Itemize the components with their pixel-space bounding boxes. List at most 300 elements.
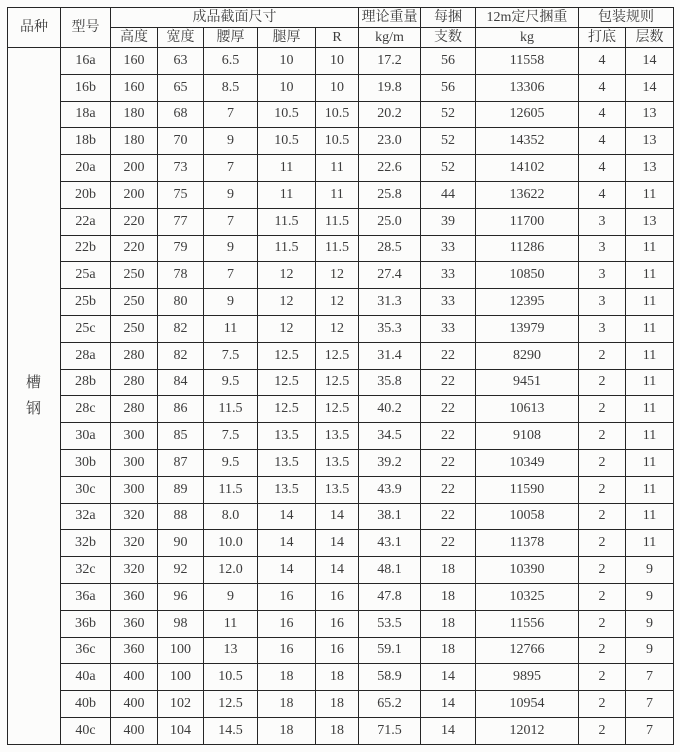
- header-waist-thickness: 腰厚: [204, 28, 258, 48]
- bottom-count-cell: 2: [579, 557, 626, 584]
- width-cell: 82: [158, 342, 204, 369]
- height-cell: 280: [111, 369, 158, 396]
- kg-per-m-cell: 17.2: [359, 48, 421, 75]
- pieces-cell: 52: [421, 128, 476, 155]
- bundle-kg-cell: 9451: [476, 369, 579, 396]
- layer-count-cell: 9: [626, 610, 674, 637]
- layer-count-cell: 9: [626, 583, 674, 610]
- radius-cell: 12.5: [316, 342, 359, 369]
- waist-thickness-cell: 11: [204, 315, 258, 342]
- layer-count-cell: 11: [626, 315, 674, 342]
- waist-thickness-cell: 7: [204, 262, 258, 289]
- leg-thickness-cell: 11.5: [258, 235, 316, 262]
- waist-thickness-cell: 9: [204, 181, 258, 208]
- layer-count-cell: 14: [626, 74, 674, 101]
- model-cell: 16b: [61, 74, 111, 101]
- kg-per-m-cell: 20.2: [359, 101, 421, 128]
- leg-thickness-cell: 13.5: [258, 449, 316, 476]
- bottom-count-cell: 2: [579, 637, 626, 664]
- table-row: [8, 74, 674, 101]
- height-cell: 180: [111, 128, 158, 155]
- table-row: [8, 717, 674, 744]
- leg-thickness-cell: 18: [258, 691, 316, 718]
- waist-thickness-cell: 13: [204, 637, 258, 664]
- bundle-kg-cell: 12605: [476, 101, 579, 128]
- waist-thickness-cell: 7.5: [204, 342, 258, 369]
- bundle-kg-cell: 10058: [476, 503, 579, 530]
- waist-thickness-cell: 9: [204, 289, 258, 316]
- bottom-count-cell: 2: [579, 449, 626, 476]
- header-kg-per-m: kg/m: [359, 28, 421, 48]
- waist-thickness-cell: 9.5: [204, 369, 258, 396]
- radius-cell: 10.5: [316, 101, 359, 128]
- bundle-kg-cell: 14102: [476, 155, 579, 182]
- header-per-bundle: 每捆: [421, 8, 476, 28]
- waist-thickness-cell: 12.0: [204, 557, 258, 584]
- header-theoretical-weight: 理论重量: [359, 8, 421, 28]
- table-row: [8, 208, 674, 235]
- kg-per-m-cell: 35.3: [359, 315, 421, 342]
- waist-thickness-cell: 8.5: [204, 74, 258, 101]
- header-bundle-weight: 12m定尺捆重: [476, 8, 579, 28]
- leg-thickness-cell: 12: [258, 262, 316, 289]
- height-cell: 220: [111, 208, 158, 235]
- width-cell: 100: [158, 664, 204, 691]
- radius-cell: 12: [316, 315, 359, 342]
- leg-thickness-cell: 12.5: [258, 396, 316, 423]
- width-cell: 104: [158, 717, 204, 744]
- model-cell: 25b: [61, 289, 111, 316]
- table-row: [8, 396, 674, 423]
- waist-thickness-cell: 10.5: [204, 664, 258, 691]
- model-cell: 32a: [61, 503, 111, 530]
- pieces-cell: 18: [421, 637, 476, 664]
- waist-thickness-cell: 11.5: [204, 396, 258, 423]
- bottom-count-cell: 4: [579, 101, 626, 128]
- bundle-kg-cell: 11378: [476, 530, 579, 557]
- waist-thickness-cell: 7.5: [204, 423, 258, 450]
- radius-cell: 12: [316, 262, 359, 289]
- height-cell: 200: [111, 181, 158, 208]
- bottom-count-cell: 3: [579, 208, 626, 235]
- height-cell: 300: [111, 476, 158, 503]
- table-row: [8, 48, 674, 75]
- width-cell: 70: [158, 128, 204, 155]
- width-cell: 77: [158, 208, 204, 235]
- height-cell: 160: [111, 74, 158, 101]
- header-category: 品种: [8, 8, 61, 48]
- pieces-cell: 33: [421, 262, 476, 289]
- width-cell: 87: [158, 449, 204, 476]
- waist-thickness-cell: 6.5: [204, 48, 258, 75]
- leg-thickness-cell: 10: [258, 48, 316, 75]
- waist-thickness-cell: 10.0: [204, 530, 258, 557]
- height-cell: 300: [111, 449, 158, 476]
- table-header: [8, 8, 674, 48]
- height-cell: 320: [111, 503, 158, 530]
- pieces-cell: 33: [421, 315, 476, 342]
- header-section-group: 成品截面尺寸: [111, 8, 359, 28]
- width-cell: 98: [158, 610, 204, 637]
- table-row: [8, 476, 674, 503]
- bottom-count-cell: 4: [579, 155, 626, 182]
- layer-count-cell: 11: [626, 423, 674, 450]
- model-cell: 32c: [61, 557, 111, 584]
- table-row: [8, 449, 674, 476]
- width-cell: 63: [158, 48, 204, 75]
- pieces-cell: 18: [421, 583, 476, 610]
- bundle-kg-cell: 9895: [476, 664, 579, 691]
- kg-per-m-cell: 31.3: [359, 289, 421, 316]
- model-cell: 25c: [61, 315, 111, 342]
- height-cell: 360: [111, 610, 158, 637]
- model-cell: 22a: [61, 208, 111, 235]
- model-cell: 28c: [61, 396, 111, 423]
- width-cell: 78: [158, 262, 204, 289]
- layer-count-cell: 13: [626, 128, 674, 155]
- table-row: [8, 557, 674, 584]
- bottom-count-cell: 4: [579, 128, 626, 155]
- table-row: [8, 128, 674, 155]
- layer-count-cell: 11: [626, 396, 674, 423]
- bottom-count-cell: 2: [579, 530, 626, 557]
- kg-per-m-cell: 40.2: [359, 396, 421, 423]
- table-body: [8, 48, 674, 745]
- leg-thickness-cell: 10: [258, 74, 316, 101]
- kg-per-m-cell: 23.0: [359, 128, 421, 155]
- width-cell: 73: [158, 155, 204, 182]
- bundle-kg-cell: 8290: [476, 342, 579, 369]
- layer-count-cell: 11: [626, 181, 674, 208]
- kg-per-m-cell: 25.8: [359, 181, 421, 208]
- table-row: [8, 691, 674, 718]
- waist-thickness-cell: 11: [204, 610, 258, 637]
- height-cell: 320: [111, 530, 158, 557]
- leg-thickness-cell: 11: [258, 155, 316, 182]
- kg-per-m-cell: 27.4: [359, 262, 421, 289]
- bottom-count-cell: 2: [579, 691, 626, 718]
- bundle-kg-cell: 13979: [476, 315, 579, 342]
- width-cell: 90: [158, 530, 204, 557]
- header-height: 高度: [111, 28, 158, 48]
- leg-thickness-cell: 13.5: [258, 476, 316, 503]
- table-row: [8, 315, 674, 342]
- layer-count-cell: 9: [626, 557, 674, 584]
- kg-per-m-cell: 43.1: [359, 530, 421, 557]
- height-cell: 400: [111, 664, 158, 691]
- bundle-kg-cell: 11286: [476, 235, 579, 262]
- model-cell: 36c: [61, 637, 111, 664]
- width-cell: 89: [158, 476, 204, 503]
- category-char: 钢: [25, 401, 42, 417]
- table-row: [8, 101, 674, 128]
- pieces-cell: 56: [421, 74, 476, 101]
- kg-per-m-cell: 34.5: [359, 423, 421, 450]
- layer-count-cell: 11: [626, 449, 674, 476]
- kg-per-m-cell: 28.5: [359, 235, 421, 262]
- width-cell: 82: [158, 315, 204, 342]
- radius-cell: 10.5: [316, 128, 359, 155]
- leg-thickness-cell: 12.5: [258, 369, 316, 396]
- bottom-count-cell: 2: [579, 476, 626, 503]
- table-row: [8, 262, 674, 289]
- layer-count-cell: 14: [626, 48, 674, 75]
- bottom-count-cell: 3: [579, 235, 626, 262]
- table-row: [8, 155, 674, 182]
- waist-thickness-cell: 7: [204, 208, 258, 235]
- kg-per-m-cell: 43.9: [359, 476, 421, 503]
- width-cell: 85: [158, 423, 204, 450]
- radius-cell: 16: [316, 637, 359, 664]
- leg-thickness-cell: 16: [258, 637, 316, 664]
- radius-cell: 18: [316, 691, 359, 718]
- bundle-kg-cell: 12395: [476, 289, 579, 316]
- layer-count-cell: 7: [626, 717, 674, 744]
- layer-count-cell: 11: [626, 262, 674, 289]
- bundle-kg-cell: 10954: [476, 691, 579, 718]
- radius-cell: 10: [316, 48, 359, 75]
- bundle-kg-cell: 12012: [476, 717, 579, 744]
- pieces-cell: 33: [421, 235, 476, 262]
- layer-count-cell: 11: [626, 530, 674, 557]
- table-row: [8, 423, 674, 450]
- bundle-kg-cell: 14352: [476, 128, 579, 155]
- kg-per-m-cell: 35.8: [359, 369, 421, 396]
- kg-per-m-cell: 65.2: [359, 691, 421, 718]
- header-model: 型号: [61, 8, 111, 48]
- bottom-count-cell: 2: [579, 369, 626, 396]
- bundle-kg-cell: 10390: [476, 557, 579, 584]
- leg-thickness-cell: 18: [258, 717, 316, 744]
- bundle-kg-cell: 10850: [476, 262, 579, 289]
- header-radius: R: [316, 28, 359, 48]
- width-cell: 79: [158, 235, 204, 262]
- width-cell: 68: [158, 101, 204, 128]
- radius-cell: 13.5: [316, 476, 359, 503]
- layer-count-cell: 11: [626, 369, 674, 396]
- height-cell: 160: [111, 48, 158, 75]
- category-cell: [8, 48, 61, 745]
- pieces-cell: 52: [421, 155, 476, 182]
- table-row: [8, 342, 674, 369]
- leg-thickness-cell: 14: [258, 530, 316, 557]
- kg-per-m-cell: 39.2: [359, 449, 421, 476]
- radius-cell: 14: [316, 557, 359, 584]
- kg-per-m-cell: 59.1: [359, 637, 421, 664]
- pieces-cell: 22: [421, 423, 476, 450]
- bottom-count-cell: 3: [579, 262, 626, 289]
- height-cell: 360: [111, 637, 158, 664]
- pieces-cell: 14: [421, 664, 476, 691]
- height-cell: 200: [111, 155, 158, 182]
- leg-thickness-cell: 13.5: [258, 423, 316, 450]
- height-cell: 400: [111, 691, 158, 718]
- kg-per-m-cell: 58.9: [359, 664, 421, 691]
- header-width: 宽度: [158, 28, 204, 48]
- height-cell: 280: [111, 342, 158, 369]
- header-bottom-count: 打底: [579, 28, 626, 48]
- bottom-count-cell: 4: [579, 48, 626, 75]
- kg-per-m-cell: 38.1: [359, 503, 421, 530]
- model-cell: 20a: [61, 155, 111, 182]
- model-cell: 30a: [61, 423, 111, 450]
- layer-count-cell: 11: [626, 289, 674, 316]
- header-pieces: 支数: [421, 28, 476, 48]
- bottom-count-cell: 2: [579, 503, 626, 530]
- width-cell: 96: [158, 583, 204, 610]
- radius-cell: 16: [316, 610, 359, 637]
- leg-thickness-cell: 18: [258, 664, 316, 691]
- layer-count-cell: 13: [626, 155, 674, 182]
- leg-thickness-cell: 10.5: [258, 101, 316, 128]
- leg-thickness-cell: 12: [258, 289, 316, 316]
- bundle-kg-cell: 11556: [476, 610, 579, 637]
- table-row: [8, 637, 674, 664]
- waist-thickness-cell: 11.5: [204, 476, 258, 503]
- kg-per-m-cell: 47.8: [359, 583, 421, 610]
- leg-thickness-cell: 12: [258, 315, 316, 342]
- leg-thickness-cell: 14: [258, 503, 316, 530]
- bundle-kg-cell: 10325: [476, 583, 579, 610]
- height-cell: 280: [111, 396, 158, 423]
- layer-count-cell: 11: [626, 235, 674, 262]
- table-row: [8, 583, 674, 610]
- pieces-cell: 33: [421, 289, 476, 316]
- waist-thickness-cell: 14.5: [204, 717, 258, 744]
- pieces-cell: 22: [421, 342, 476, 369]
- layer-count-cell: 13: [626, 101, 674, 128]
- bundle-kg-cell: 12766: [476, 637, 579, 664]
- radius-cell: 14: [316, 503, 359, 530]
- height-cell: 250: [111, 289, 158, 316]
- pieces-cell: 44: [421, 181, 476, 208]
- radius-cell: 18: [316, 717, 359, 744]
- waist-thickness-cell: 8.0: [204, 503, 258, 530]
- leg-thickness-cell: 16: [258, 583, 316, 610]
- radius-cell: 13.5: [316, 449, 359, 476]
- bottom-count-cell: 3: [579, 289, 626, 316]
- pieces-cell: 22: [421, 449, 476, 476]
- radius-cell: 11: [316, 155, 359, 182]
- layer-count-cell: 7: [626, 691, 674, 718]
- bottom-count-cell: 2: [579, 610, 626, 637]
- model-cell: 40b: [61, 691, 111, 718]
- table-row: [8, 369, 674, 396]
- pieces-cell: 18: [421, 557, 476, 584]
- model-cell: 28a: [61, 342, 111, 369]
- header-layer-count: 层数: [626, 28, 674, 48]
- width-cell: 100: [158, 637, 204, 664]
- table-row: [8, 181, 674, 208]
- model-cell: 30c: [61, 476, 111, 503]
- kg-per-m-cell: 19.8: [359, 74, 421, 101]
- radius-cell: 18: [316, 664, 359, 691]
- table-row: [8, 664, 674, 691]
- table-row: [8, 530, 674, 557]
- pieces-cell: 56: [421, 48, 476, 75]
- waist-thickness-cell: 9: [204, 583, 258, 610]
- pieces-cell: 18: [421, 610, 476, 637]
- pieces-cell: 22: [421, 503, 476, 530]
- model-cell: 32b: [61, 530, 111, 557]
- height-cell: 220: [111, 235, 158, 262]
- width-cell: 86: [158, 396, 204, 423]
- bundle-kg-cell: 13622: [476, 181, 579, 208]
- leg-thickness-cell: 14: [258, 557, 316, 584]
- bundle-kg-cell: 13306: [476, 74, 579, 101]
- bottom-count-cell: 2: [579, 423, 626, 450]
- height-cell: 250: [111, 262, 158, 289]
- leg-thickness-cell: 11.5: [258, 208, 316, 235]
- bottom-count-cell: 2: [579, 583, 626, 610]
- layer-count-cell: 9: [626, 637, 674, 664]
- radius-cell: 12: [316, 289, 359, 316]
- model-cell: 36b: [61, 610, 111, 637]
- header-leg-thickness: 腿厚: [258, 28, 316, 48]
- radius-cell: 12.5: [316, 369, 359, 396]
- model-cell: 30b: [61, 449, 111, 476]
- layer-count-cell: 11: [626, 503, 674, 530]
- layer-count-cell: 13: [626, 208, 674, 235]
- kg-per-m-cell: 31.4: [359, 342, 421, 369]
- layer-count-cell: 7: [626, 664, 674, 691]
- table-row: [8, 610, 674, 637]
- table-row: [8, 503, 674, 530]
- model-cell: 20b: [61, 181, 111, 208]
- bundle-kg-cell: 10349: [476, 449, 579, 476]
- waist-thickness-cell: 7: [204, 101, 258, 128]
- model-cell: 25a: [61, 262, 111, 289]
- width-cell: 102: [158, 691, 204, 718]
- width-cell: 88: [158, 503, 204, 530]
- radius-cell: 16: [316, 583, 359, 610]
- height-cell: 320: [111, 557, 158, 584]
- height-cell: 300: [111, 423, 158, 450]
- pieces-cell: 39: [421, 208, 476, 235]
- pieces-cell: 22: [421, 396, 476, 423]
- radius-cell: 12.5: [316, 396, 359, 423]
- kg-per-m-cell: 25.0: [359, 208, 421, 235]
- pieces-cell: 14: [421, 717, 476, 744]
- model-cell: 18b: [61, 128, 111, 155]
- width-cell: 92: [158, 557, 204, 584]
- pieces-cell: 52: [421, 101, 476, 128]
- model-cell: 18a: [61, 101, 111, 128]
- bottom-count-cell: 2: [579, 717, 626, 744]
- bundle-kg-cell: 11700: [476, 208, 579, 235]
- layer-count-cell: 11: [626, 476, 674, 503]
- height-cell: 360: [111, 583, 158, 610]
- model-cell: 28b: [61, 369, 111, 396]
- height-cell: 250: [111, 315, 158, 342]
- width-cell: 65: [158, 74, 204, 101]
- width-cell: 84: [158, 369, 204, 396]
- radius-cell: 14: [316, 530, 359, 557]
- header-kg: kg: [476, 28, 579, 48]
- kg-per-m-cell: 71.5: [359, 717, 421, 744]
- waist-thickness-cell: 7: [204, 155, 258, 182]
- layer-count-cell: 11: [626, 342, 674, 369]
- bundle-kg-cell: 11558: [476, 48, 579, 75]
- radius-cell: 11.5: [316, 235, 359, 262]
- width-cell: 75: [158, 181, 204, 208]
- leg-thickness-cell: 12.5: [258, 342, 316, 369]
- waist-thickness-cell: 9.5: [204, 449, 258, 476]
- model-cell: 40c: [61, 717, 111, 744]
- bottom-count-cell: 3: [579, 315, 626, 342]
- category-char: 槽: [25, 375, 42, 391]
- bottom-count-cell: 4: [579, 181, 626, 208]
